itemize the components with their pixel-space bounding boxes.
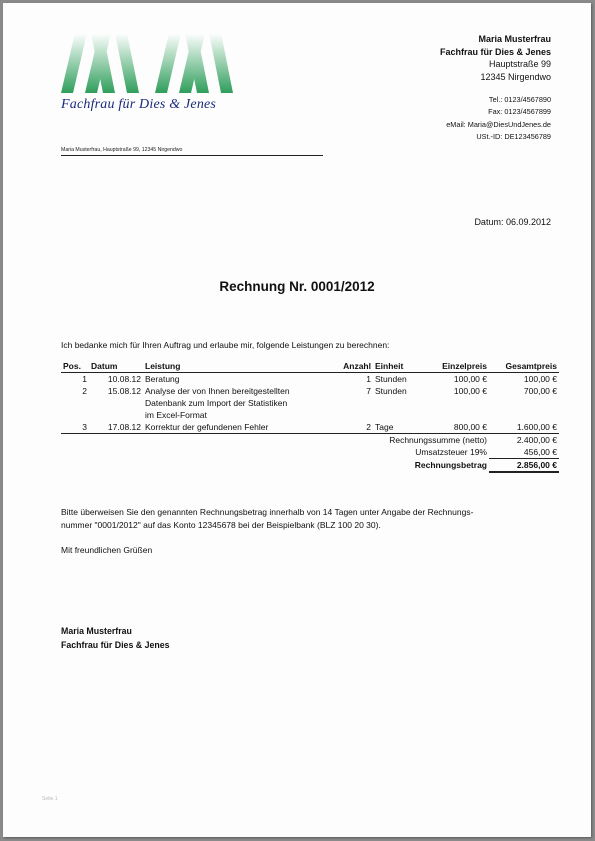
invoice-table <box>61 360 559 473</box>
mm-logo-icon <box>61 31 239 97</box>
payment-line-2: nummer "0001/2012" auf das Konto 12345678 bei der Beispielbank (BLZ 100 20 30). <box>61 520 381 530</box>
cell-anzahl: 7 <box>366 386 371 396</box>
total-row <box>61 459 559 473</box>
header-street: Hauptstraße 99 <box>488 59 551 69</box>
header-business: Fachfrau für Dies & Jenes <box>439 46 551 57</box>
table-row <box>61 385 559 397</box>
col-gesamtpreis: Gesamtpreis <box>489 360 559 373</box>
cell-einzelpreis: 800,00 € <box>423 421 489 434</box>
cell-datum: 10.08.12 <box>107 374 141 384</box>
signature-business: Fachfrau für Dies & Jenes <box>61 639 170 650</box>
table-row <box>61 421 559 434</box>
ust-label: Umsatzsteuer 19% <box>415 447 487 457</box>
logo-tagline: Fachfrau für Dies & Jenes <box>61 97 217 112</box>
cell-einheit: Tage <box>373 421 423 434</box>
total-value: 2.856,00 € <box>489 459 559 473</box>
col-pos: Pos. <box>61 360 89 373</box>
cell-einzelpreis: 100,00 € <box>453 374 487 384</box>
col-leistung: Leistung <box>143 360 333 373</box>
closing-greeting: Mit freundlichen Grüßen <box>61 545 153 555</box>
cell-leistung: Beratung <box>145 374 180 384</box>
ust-row <box>61 446 559 459</box>
contact-email: eMail: Maria@DiesUndJenes.de <box>446 119 551 129</box>
total-label: Rechnungsbetrag <box>414 459 487 470</box>
contact-tel: Tel.: 0123/4567890 <box>488 95 551 104</box>
payment-line-1: Bitte überweisen Sie den genannten Rechnungsbetrag innerhalb von 14 Tagen unter Angabe der Rechnungs- <box>61 507 474 517</box>
cell-pos: 3 <box>61 421 89 434</box>
cell-gesamtpreis: 700,00 € <box>523 386 557 396</box>
cell-gesamtpreis: 1.600,00 € <box>489 421 559 434</box>
page-number: Seite 1 <box>42 796 58 802</box>
cell-leistung: Korrektur der gefundenen Fehler <box>143 421 333 434</box>
cell-pos: 2 <box>82 386 87 396</box>
header-name: Maria Musterfrau <box>478 34 551 44</box>
contact-ust: USt.-ID: DE123456789 <box>476 131 551 141</box>
cell-leistung: Analyse der von Ihnen bereitgestellten <box>145 386 290 396</box>
col-datum: Datum <box>89 360 143 373</box>
cell-leistung: im Excel-Format <box>145 410 207 420</box>
cell-leistung: Datenbank zum Import der Statistiken <box>145 398 288 408</box>
table-row <box>61 373 559 386</box>
intro-text: Ich bedanke mich für Ihren Auftrag und erlaube mir, folgende Leistungen zu berechnen: <box>61 340 390 350</box>
sender-return-address: Maria Musterfrau, Hauptstraße 99, 12345 Nirgendwo <box>61 147 323 156</box>
cell-datum: 17.08.12 <box>89 421 143 434</box>
cell-pos: 1 <box>82 374 87 384</box>
col-einzelpreis: Einzelpreis <box>423 360 489 373</box>
cell-anzahl: 2 <box>333 421 373 434</box>
signature-name: Maria Musterfrau <box>61 626 132 636</box>
payment-instructions <box>61 506 561 532</box>
cell-einzelpreis: 100,00 € <box>453 386 487 396</box>
table-row <box>61 397 559 409</box>
invoice-date: Datum: 06.09.2012 <box>474 217 551 227</box>
netto-row <box>61 434 559 447</box>
col-einheit: Einheit <box>373 360 423 373</box>
invoice-page <box>3 3 591 837</box>
invoice-title: Rechnung Nr. 0001/2012 <box>219 279 375 294</box>
cell-datum: 15.08.12 <box>107 386 141 396</box>
table-header-row <box>61 360 559 373</box>
cell-gesamtpreis: 100,00 € <box>523 374 557 384</box>
cell-einheit: Stunden <box>375 386 407 396</box>
col-anzahl: Anzahl <box>333 360 373 373</box>
signature-block <box>61 625 170 652</box>
cell-einheit: Stunden <box>375 374 407 384</box>
table-row <box>61 409 559 421</box>
letterhead <box>440 33 551 83</box>
netto-label: Rechnungssumme (netto) <box>389 435 487 445</box>
ust-value: 456,00 € <box>489 446 559 459</box>
cell-anzahl: 1 <box>366 374 371 384</box>
header-city: 12345 Nirgendwo <box>480 71 551 82</box>
contact-block <box>446 94 551 143</box>
netto-value: 2.400,00 € <box>516 435 557 445</box>
contact-fax: Fax: 0123/4567899 <box>488 107 551 117</box>
